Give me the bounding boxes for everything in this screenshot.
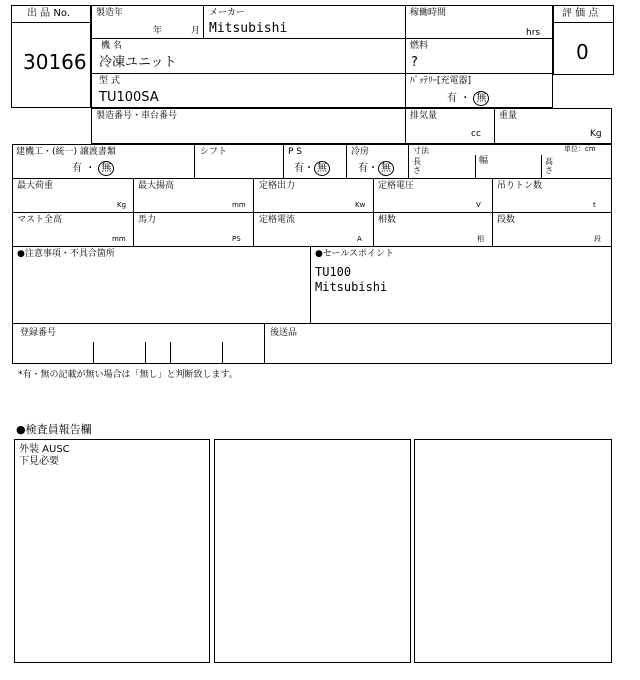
displacement-unit: cc — [471, 129, 481, 139]
hoist-ton-unit: t — [593, 201, 596, 209]
model-name-label: 機 名 — [101, 41, 122, 51]
ac-yes: 有 — [358, 163, 368, 174]
phase-label: 相数 — [378, 215, 397, 225]
rated-voltage-unit: V — [476, 201, 481, 209]
caution-label: ●注意事項・不具合箇所 — [17, 249, 115, 259]
selling-label: ●セールスポイント — [315, 249, 395, 259]
model-type-label: 型 式 — [99, 76, 120, 86]
ac-label: 冷房 — [351, 147, 370, 157]
shipping-label: 後送品 — [270, 328, 298, 338]
mast-height-unit: mm — [112, 235, 126, 243]
dim-unit: 単位：cm — [564, 145, 596, 153]
model-type: TU100SA — [99, 90, 159, 105]
hours-label: 稼働時間 — [410, 8, 447, 18]
footnote: *有・無の記載が無い場合は「無し」と判断致します。 — [18, 370, 238, 380]
fuel: ? — [411, 55, 418, 70]
ac-no: 無 — [378, 161, 394, 176]
battery-no: 無 — [473, 91, 489, 106]
hours-unit: hrs — [526, 28, 541, 38]
stages-unit: 段 — [594, 235, 601, 243]
score-label: 評 価 点 — [562, 8, 599, 19]
inspector-box-2 — [214, 439, 411, 663]
maker-label: メーカー — [209, 8, 245, 18]
inspector-box-3 — [414, 439, 612, 663]
selling-line2: Mitsubishi — [315, 280, 388, 294]
weight-unit: Kg — [590, 129, 602, 139]
max-lift-label: 最大揚高 — [138, 181, 175, 191]
ps-choice: 有・ 無 — [294, 161, 330, 176]
selling-line1: TU100 — [315, 265, 352, 279]
stages-label: 段数 — [497, 215, 516, 225]
serial-label: 製造番号・車台番号 — [96, 111, 178, 121]
cert-yes: 有 — [72, 163, 82, 174]
rated-current-unit: A — [357, 235, 362, 243]
inspector-box-1 — [14, 439, 210, 663]
fuel-label: 燃料 — [410, 41, 429, 51]
dim-label: 寸法 — [413, 146, 429, 155]
shift-label: シフト — [200, 147, 228, 157]
battery-choice: 有 ・ 無 — [447, 91, 489, 106]
maker: Mitsubishi — [209, 21, 288, 36]
score: 0 — [576, 40, 589, 64]
inspector-title: ●検査員報告欄 — [16, 423, 92, 436]
inspector-line2: 下見必要 — [19, 456, 59, 467]
model-name: 冷凍ユニット — [99, 55, 177, 70]
length-label: 長さ — [413, 157, 421, 175]
cert-choice: 有 ・ 無 — [72, 161, 114, 176]
max-load-label: 最大荷重 — [17, 181, 54, 191]
year-unit-y: 年 — [153, 26, 163, 36]
rated-output-unit: Kw — [355, 201, 366, 209]
ps-yes: 有 — [294, 163, 304, 174]
rated-voltage-label: 定格電圧 — [378, 181, 415, 191]
horsepower-label: 馬力 — [138, 215, 157, 225]
rated-output-label: 定格出力 — [259, 181, 296, 191]
lot-no-label: 出 品 No. — [27, 8, 70, 19]
height-label: 高さ — [545, 157, 553, 175]
rated-current-label: 定格電流 — [259, 215, 296, 225]
displacement-label: 排気量 — [410, 111, 438, 121]
cert-no: 無 — [98, 161, 114, 176]
battery-yes: 有 — [447, 93, 457, 104]
ps-no: 無 — [314, 161, 330, 176]
ac-choice: 有・ 無 — [358, 161, 394, 176]
max-load-unit: Kg — [117, 201, 127, 209]
cert-label: 建機工・(統一) 譲渡書類 — [16, 147, 116, 157]
horsepower-unit: PS — [232, 235, 241, 243]
mast-height-label: マスト全高 — [17, 215, 63, 225]
inspector-line1: 外装 AUSC — [19, 444, 70, 455]
lot-no: 30166 — [23, 50, 87, 74]
battery-label: ﾊﾞｯﾃﾘｰ[充電器] — [410, 76, 472, 86]
max-lift-unit: mm — [232, 201, 246, 209]
phase-unit: 相 — [477, 235, 484, 243]
year-unit-m: 月 — [191, 26, 201, 36]
hoist-ton-label: 吊りトン数 — [497, 181, 543, 191]
ps-label: P S — [288, 147, 303, 157]
weight-label: 重量 — [499, 111, 518, 121]
registration-row — [12, 323, 612, 364]
width-label: 幅 — [479, 156, 489, 166]
year-label: 製造年 — [96, 8, 124, 18]
reg-label: 登録番号 — [20, 328, 57, 338]
spec-table — [12, 144, 612, 247]
